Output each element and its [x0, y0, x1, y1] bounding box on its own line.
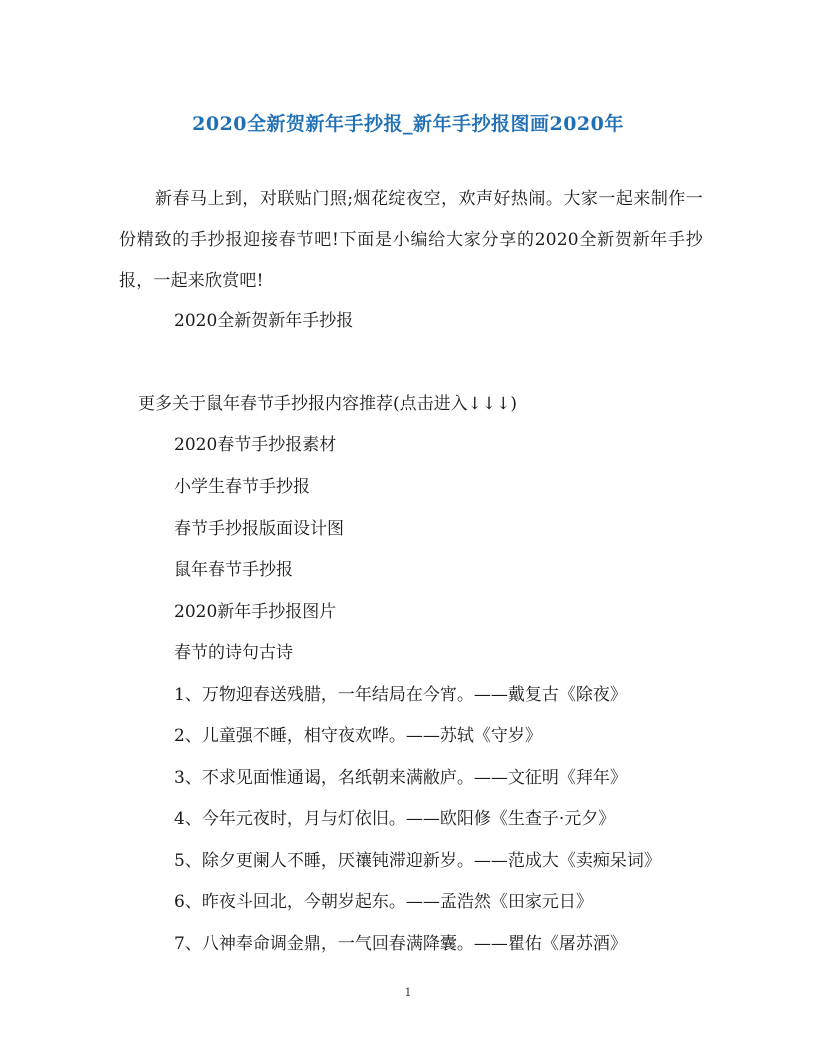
subheading: 2020全新贺新年手抄报	[174, 311, 354, 331]
link-item[interactable]: 鼠年春节手抄报	[174, 560, 293, 580]
poem-line: 1、万物迎春送残腊，一年结局在今宵。——戴复古《除夜》	[174, 685, 627, 705]
poem-line: 4、今年元夜时，月与灯依旧。——欧阳修《生查子·元夕》	[174, 809, 616, 829]
poem-line: 2、儿童强不睡，相守夜欢哗。——苏轼《守岁》	[174, 726, 542, 746]
intro-paragraph: 新春马上到，对联贴门照;烟花绽夜空，欢声好热闹。大家一起来制作一份精致的手抄报迎接春节吧!下面是小编给大家分享的2020全新贺新年手抄报，一起来欣赏吧!	[119, 189, 703, 291]
link-item[interactable]: 春节手抄报版面设计图	[174, 519, 344, 539]
link-item[interactable]: 春节的诗句古诗	[174, 643, 293, 663]
more-heading: 更多关于鼠年春节手抄报内容推荐(点击进入↓↓↓)	[138, 394, 517, 414]
poem-line: 3、不求见面惟通谒，名纸朝来满敝庐。——文征明《拜年》	[174, 768, 627, 788]
poem-line: 7、八神奉命调金鼎，一气回春满降囊。——瞿佑《屠苏酒》	[174, 934, 627, 954]
link-item[interactable]: 小学生春节手抄报	[174, 477, 310, 497]
link-item[interactable]: 2020新年手抄报图片	[174, 602, 337, 622]
poem-line: 6、昨夜斗回北，今朝岁起东。——孟浩然《田家元日》	[174, 892, 593, 912]
document-title: 2020全新贺新年手抄报_新年手抄报图画2020年	[192, 113, 624, 135]
page-number: 1	[404, 986, 412, 999]
link-item[interactable]: 2020春节手抄报素材	[174, 435, 337, 455]
poem-line: 5、除夕更阑人不睡，厌禳钝滞迎新岁。——范成大《卖痴呆词》	[174, 851, 661, 871]
